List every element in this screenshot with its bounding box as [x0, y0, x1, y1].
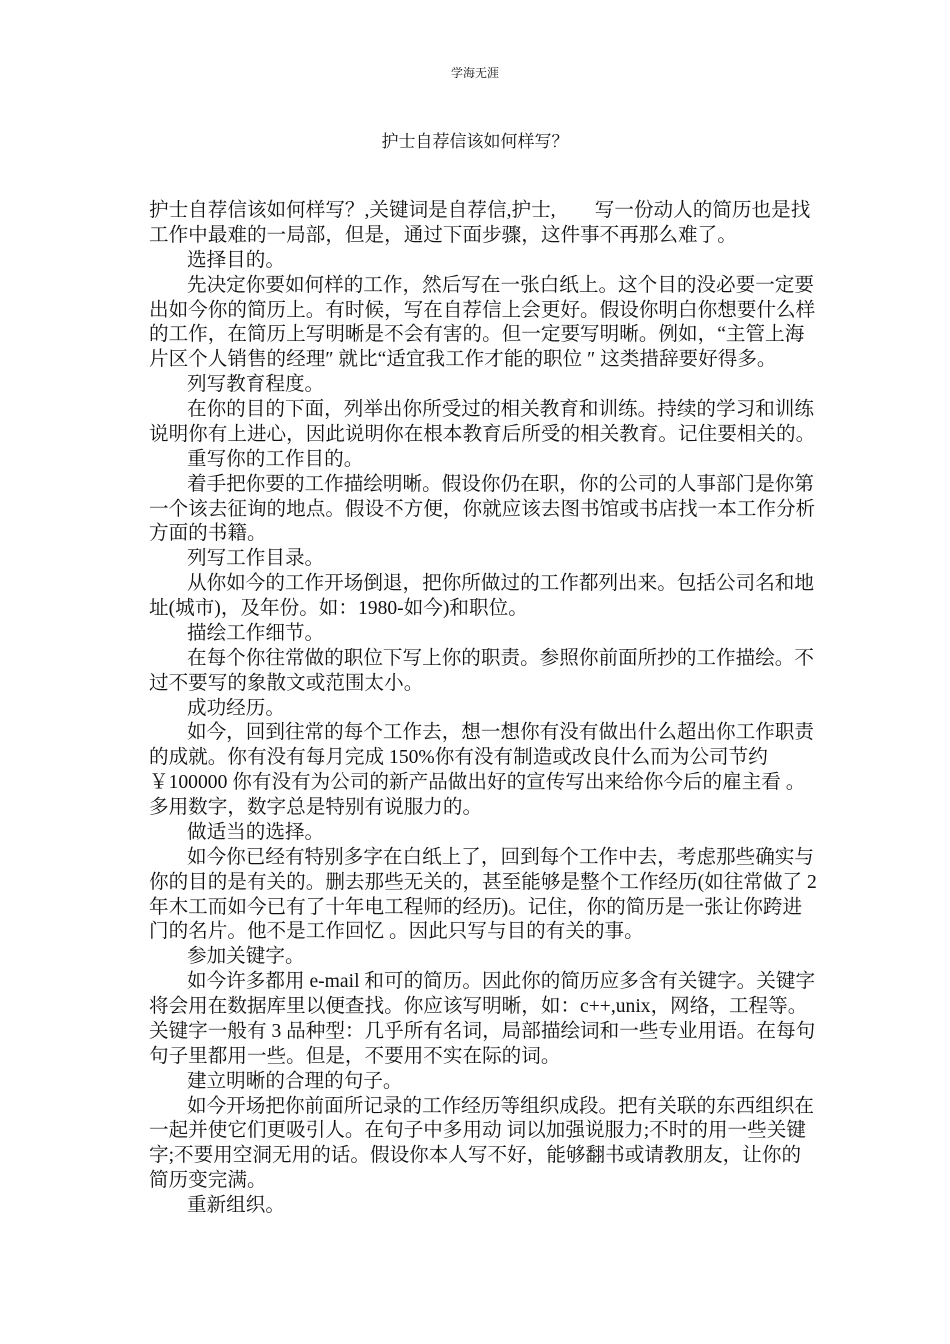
text-line: 列写教育程度。: [187, 374, 325, 396]
text-line: 成功经历。: [187, 697, 285, 719]
text-line: 关键字一般有 3 品种型：几乎所有名词，局部描绘词和一些专业用语。在每句: [149, 1020, 816, 1042]
text-line: 如今，回到往常的每个工作去，想一想你有没有做出什么超出你工作职责: [187, 722, 814, 744]
document-title: 护士自荐信该如何样写？: [381, 132, 569, 151]
text-line: 工作中最难的一局部，但是，通过下面步骤，这件事不再那么难了。: [149, 224, 737, 246]
text-line: 方面的书籍。: [149, 523, 267, 545]
text-line: 片区个人销售的经理″ 就比“适宜我工作才能的职位 ″ 这类措辞要好得多。: [149, 349, 777, 371]
text-line: 如今许多都用 e-mail 和可的简历。因此你的简历应多含有关键字。关键字: [187, 971, 816, 993]
text-line: 先决定你要如何样的工作，然后写在一张白纸上。这个目的没必要一定要: [187, 274, 814, 296]
text-line: 参加关键字。: [187, 946, 305, 968]
text-line: 如今你已经有特别多字在白纸上了，回到每个工作中去，考虑那些确实与: [187, 846, 814, 868]
text-line: 年木工而如今已有了十年电工程师的经历)。记住，你的简历是一张让你跨进: [149, 896, 803, 918]
text-line: 在你的目的下面，列举出你所受过的相关教育和训练。持续的学习和训练: [187, 399, 814, 420]
document-body: [149, 199, 817, 1219]
text-line: 一起并使它们更吸引人。在句子中多用动 词以加强说服力;不时的用一些关键: [149, 1120, 806, 1142]
text-line: 字;不要用空洞无用的话。假设你本人写不好，能够翻书或请教朋友，让你的: [149, 1145, 802, 1167]
text-line: 句子里都用一些。但是，不要用不实在际的词。: [149, 1045, 561, 1067]
text-line: 如今开场把你前面所记录的工作经历等组织成段。把有关联的东西组织在: [187, 1095, 814, 1117]
text-line: 在每个你往常做的职位下写上你的职责。参照你前面所抄的工作描绘。不: [187, 647, 814, 669]
text-line: 你的目的是有关的。删去那些无关的，甚至能够是整个工作经历(如往常做了 2: [149, 871, 817, 893]
text-line: 重新组织。: [187, 1195, 285, 1216]
page-header: 学海无涯: [450, 66, 499, 80]
text-line: 描绘工作细节。: [187, 622, 325, 644]
text-line: 过不要写的象散文或范围太小。: [149, 672, 424, 694]
text-line: 重写你的工作目的。: [187, 448, 364, 470]
text-line: 多用数字，数字总是特别有说服力的。: [149, 797, 483, 818]
text-line: 说明你有上进心，因此说明你在根本教育后所受的相关教育。记住要相关的。: [149, 423, 816, 445]
text-line: 的成就。你有没有每月完成 150%你有没有制造或改良什么而为公司节约: [149, 747, 768, 769]
text-line: 一个该去征询的地点。假设不方便，你就应该去图书馆或书店找一本工作分析: [149, 498, 816, 520]
text-line: 做适当的选择。: [187, 821, 325, 843]
text-line: 将会用在数据库里以便查找。你应该写明晰，如：c++,unix，网络，工程等。: [149, 996, 808, 1017]
text-line: 护士自荐信该如何样写？,关键词是自荐信,护士, 写一份动人的简历也是找: [149, 200, 811, 221]
text-line: 着手把你要的工作描绘明晰。假设你仍在职，你的公司的人事部门是你第: [187, 473, 814, 495]
text-line: 门的名片。他不是工作回忆 。因此只写与目的有关的事。: [149, 921, 644, 943]
text-line: 出如今你的简历上。有时候，写在自荐信上会更好。假设你明白你想要什么样: [149, 299, 816, 321]
text-line: 的工作，在简历上写明晰是不会有害的。但一定要写明晰。例如，“主管上海: [149, 324, 805, 346]
text-line: 列写工作目录。: [187, 548, 325, 570]
text-line: 址(城市)，及年份。如：1980-如今)和职位。: [149, 598, 528, 619]
text-line: 从你如今的工作开场倒退，把你所做过的工作都列出来。包括公司名和地: [187, 573, 814, 595]
text-line: ￥100000 你有没有为公司的新产品做出好的宣传写出来给你今后的雇主看 。: [149, 772, 806, 794]
text-line: 简历变完满。: [149, 1170, 267, 1192]
text-line: 建立明晰的合理的句子。: [187, 1070, 403, 1092]
text-line: 选择目的。: [187, 249, 285, 271]
